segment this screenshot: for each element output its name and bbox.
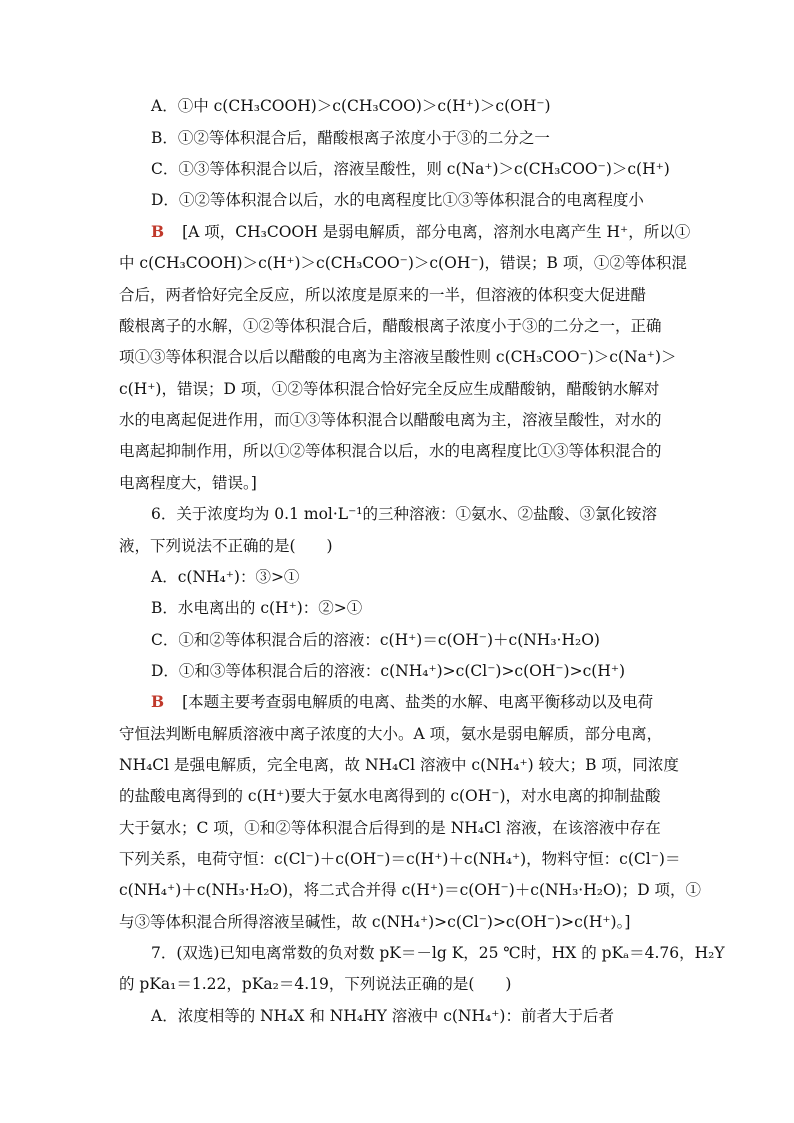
q5-explanation-line: 项①③等体积混合以后以醋酸的电离为主溶液呈酸性则 c(CH₃COO⁻)＞c(Na⁺)＞ xyxy=(119,348,677,366)
q5-option-d: D．①②等体积混合以后，水的电离程度比①③等体积混合的电离程度小 xyxy=(151,191,644,209)
q6-explanation-line: 与③等体积混合所得溶液呈碱性，故 c(NH₄⁺)>c(Cl⁻)>c(OH⁻)>c(H⁺)。] xyxy=(119,913,631,931)
q7-stem: 的 pKa₁＝1.22，pKa₂＝4.19，下列说法正确的是( ) xyxy=(119,975,512,993)
q6-explanation-line: c(NH₄⁺)＋c(NH₃·H₂O)，将二式合并得 c(H⁺)＝c(OH⁻)＋c(NH₃·H₂O)；D 项，① xyxy=(119,881,702,899)
q5-explanation-line: 酸根离子的水解，①②等体积混合后，醋酸根离子浓度小于③的二分之一，正确 xyxy=(119,317,662,335)
q6-option-a: A．c(NH₄⁺)：③>① xyxy=(151,568,300,586)
q5-explanation-line: [A 项，CH₃COOH 是弱电解质，部分电离，溶剂水电离产生 H⁺，所以① xyxy=(182,223,691,241)
q6-explanation-line: [本题主要考查弱电解质的电离、盐类的水解、电离平衡移动以及电荷 xyxy=(182,693,654,711)
q5-explanation-line: 电离程度大，错误。] xyxy=(119,474,257,492)
q7-option-a: A．浓度相等的 NH₄X 和 NH₄HY 溶液中 c(NH₄⁺)：前者大于后者 xyxy=(151,1007,614,1025)
q6-option-b: B．水电离出的 c(H⁺)：②>① xyxy=(151,599,363,617)
q6-answer-letter: B xyxy=(151,692,165,711)
q6-stem: 液，下列说法不正确的是( ) xyxy=(119,537,333,555)
q5-option-a: A．①中 c(CH₃COOH)＞c(CH₃COO)＞c(H⁺)＞c(OH⁻) xyxy=(151,97,551,115)
q5-explanation-line: 水的电离起促进作用，而①③等体积混合以醋酸电离为主，溶液呈酸性，对水的 xyxy=(119,411,662,429)
q5-answer-letter: B xyxy=(151,222,165,241)
q5-option-b: B．①②等体积混合后，醋酸根离子浓度小于③的二分之一 xyxy=(151,129,550,147)
q5-explanation-line: 中 c(CH₃COOH)＞c(H⁺)＞c(CH₃COO⁻)＞c(OH⁻)，错误；B 项，①②等体积混 xyxy=(119,254,687,272)
q6-explanation-line: 守恒法判断电解质溶液中离子浓度的大小。A 项，氨水是弱电解质，部分电离， xyxy=(119,725,663,743)
q6-stem: 6．关于浓度均为 0.1 mol·L⁻¹的三种溶液：①氨水、②盐酸、③氯化铵溶 xyxy=(151,505,657,523)
q6-explanation-line: 下列关系，电荷守恒：c(Cl⁻)＋c(OH⁻)＝c(H⁺)＋c(NH₄⁺)，物料守恒：c(Cl⁻)＝ xyxy=(119,850,681,868)
q5-explanation-line: 电离起抑制作用，所以①②等体积混合以后，水的电离程度比①③等体积混合的 xyxy=(119,442,662,460)
q6-answer-line xyxy=(151,691,653,713)
q5-explanation-line: c(H⁺)，错误；D 项，①②等体积混合恰好完全反应生成醋酸钠，醋酸钠水解对 xyxy=(119,380,660,398)
q5-option-c: C．①③等体积混合以后，溶液呈酸性，则 c(Na⁺)＞c(CH₃COO⁻)＞c(H⁺) xyxy=(151,160,670,178)
q6-option-d: D．①和③等体积混合后的溶液：c(NH₄⁺)>c(Cl⁻)>c(OH⁻)>c(H⁺) xyxy=(151,662,626,680)
q6-explanation-line: 的盐酸电离得到的 c(H⁺)要大于氨水电离得到的 c(OH⁻)，对水电离的抑制盐酸 xyxy=(119,787,661,805)
q5-explanation-line: 合后，两者恰好完全反应，所以浓度是原来的一半，但溶液的体积变大促进醋 xyxy=(119,286,647,304)
q6-explanation-line: 大于氨水；C 项，①和②等体积混合后得到的是 NH₄Cl 溶液，在该溶液中存在 xyxy=(119,819,661,837)
q5-answer-line xyxy=(151,221,690,243)
q7-stem: 7．(双选)已知电离常数的负对数 pK＝－lg K，25 ℃时，HX 的 pKₐ＝4.76，H₂Y xyxy=(151,944,725,962)
q6-option-c: C．①和②等体积混合后的溶液：c(H⁺)＝c(OH⁻)＋c(NH₃·H₂O) xyxy=(151,631,600,649)
q6-explanation-line: NH₄Cl 是强电解质，完全电离，故 NH₄Cl 溶液中 c(NH₄⁺) 较大；B 项，同浓度 xyxy=(119,756,679,774)
